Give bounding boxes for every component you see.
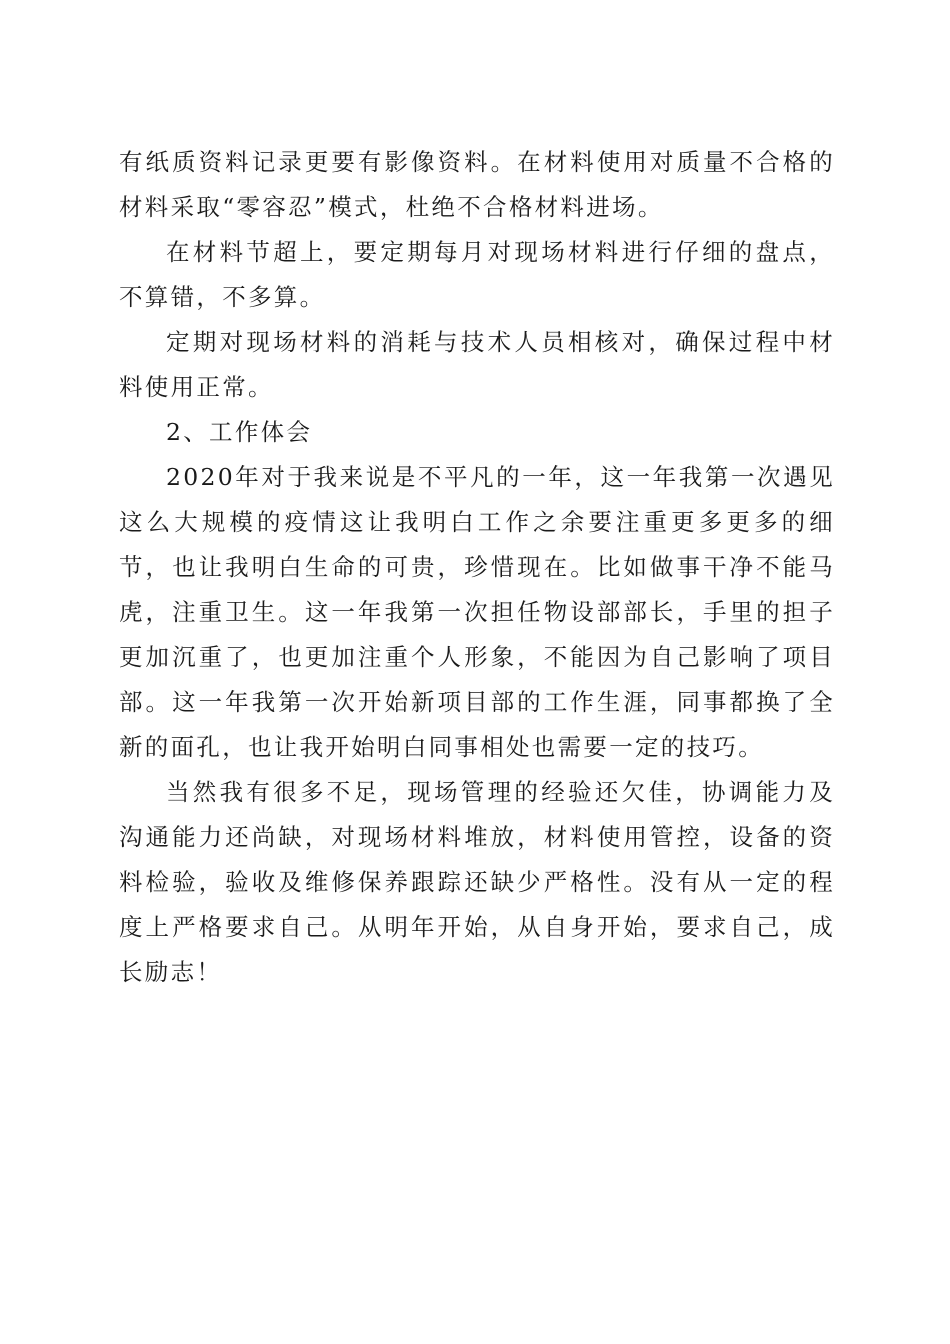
paragraph: 当然我有很多不足，现场管理的经验还欠佳，协调能力及沟通能力还尚缺，对现场材料堆放，材料使用管控，设备的资料检验，验收及维修保养跟踪还缺少严格性。没有从一定的程度上严格要求自己。从明年开始，从自身开始，要求自己，成长励志！ (119, 778, 835, 986)
document-body (119, 140, 835, 995)
section-heading: 2、工作体会 (166, 418, 313, 446)
paragraph: 在材料节超上，要定期每月对现场材料进行仔细的盘点，不算错，不多算。 (119, 238, 835, 311)
paragraph: 有纸质资料记录更要有影像资料。在材料使用对质量不合格的材料采取“零容忍”模式，杜绝不合格材料进场。 (119, 148, 835, 221)
paragraph: 定期对现场材料的消耗与技术人员相核对，确保过程中材料使用正常。 (119, 328, 835, 401)
paragraph: 2020年对于我来说是不平凡的一年，这一年我第一次遇见这么大规模的疫情这让我明白工作之余要注重更多更多的细节，也让我明白生命的可贵，珍惜现在。比如做事干净不能马虎，注重卫生。这一年我第一次担任物设部部长，手里的担子更加沉重了，也更加注重个人形象，不能因为自己影响了项目部。这一年我第一次开始新项目部的工作生涯，同事都换了全新的面孔，也让我开始明白同事相处也需要一定的技巧。 (119, 463, 835, 761)
